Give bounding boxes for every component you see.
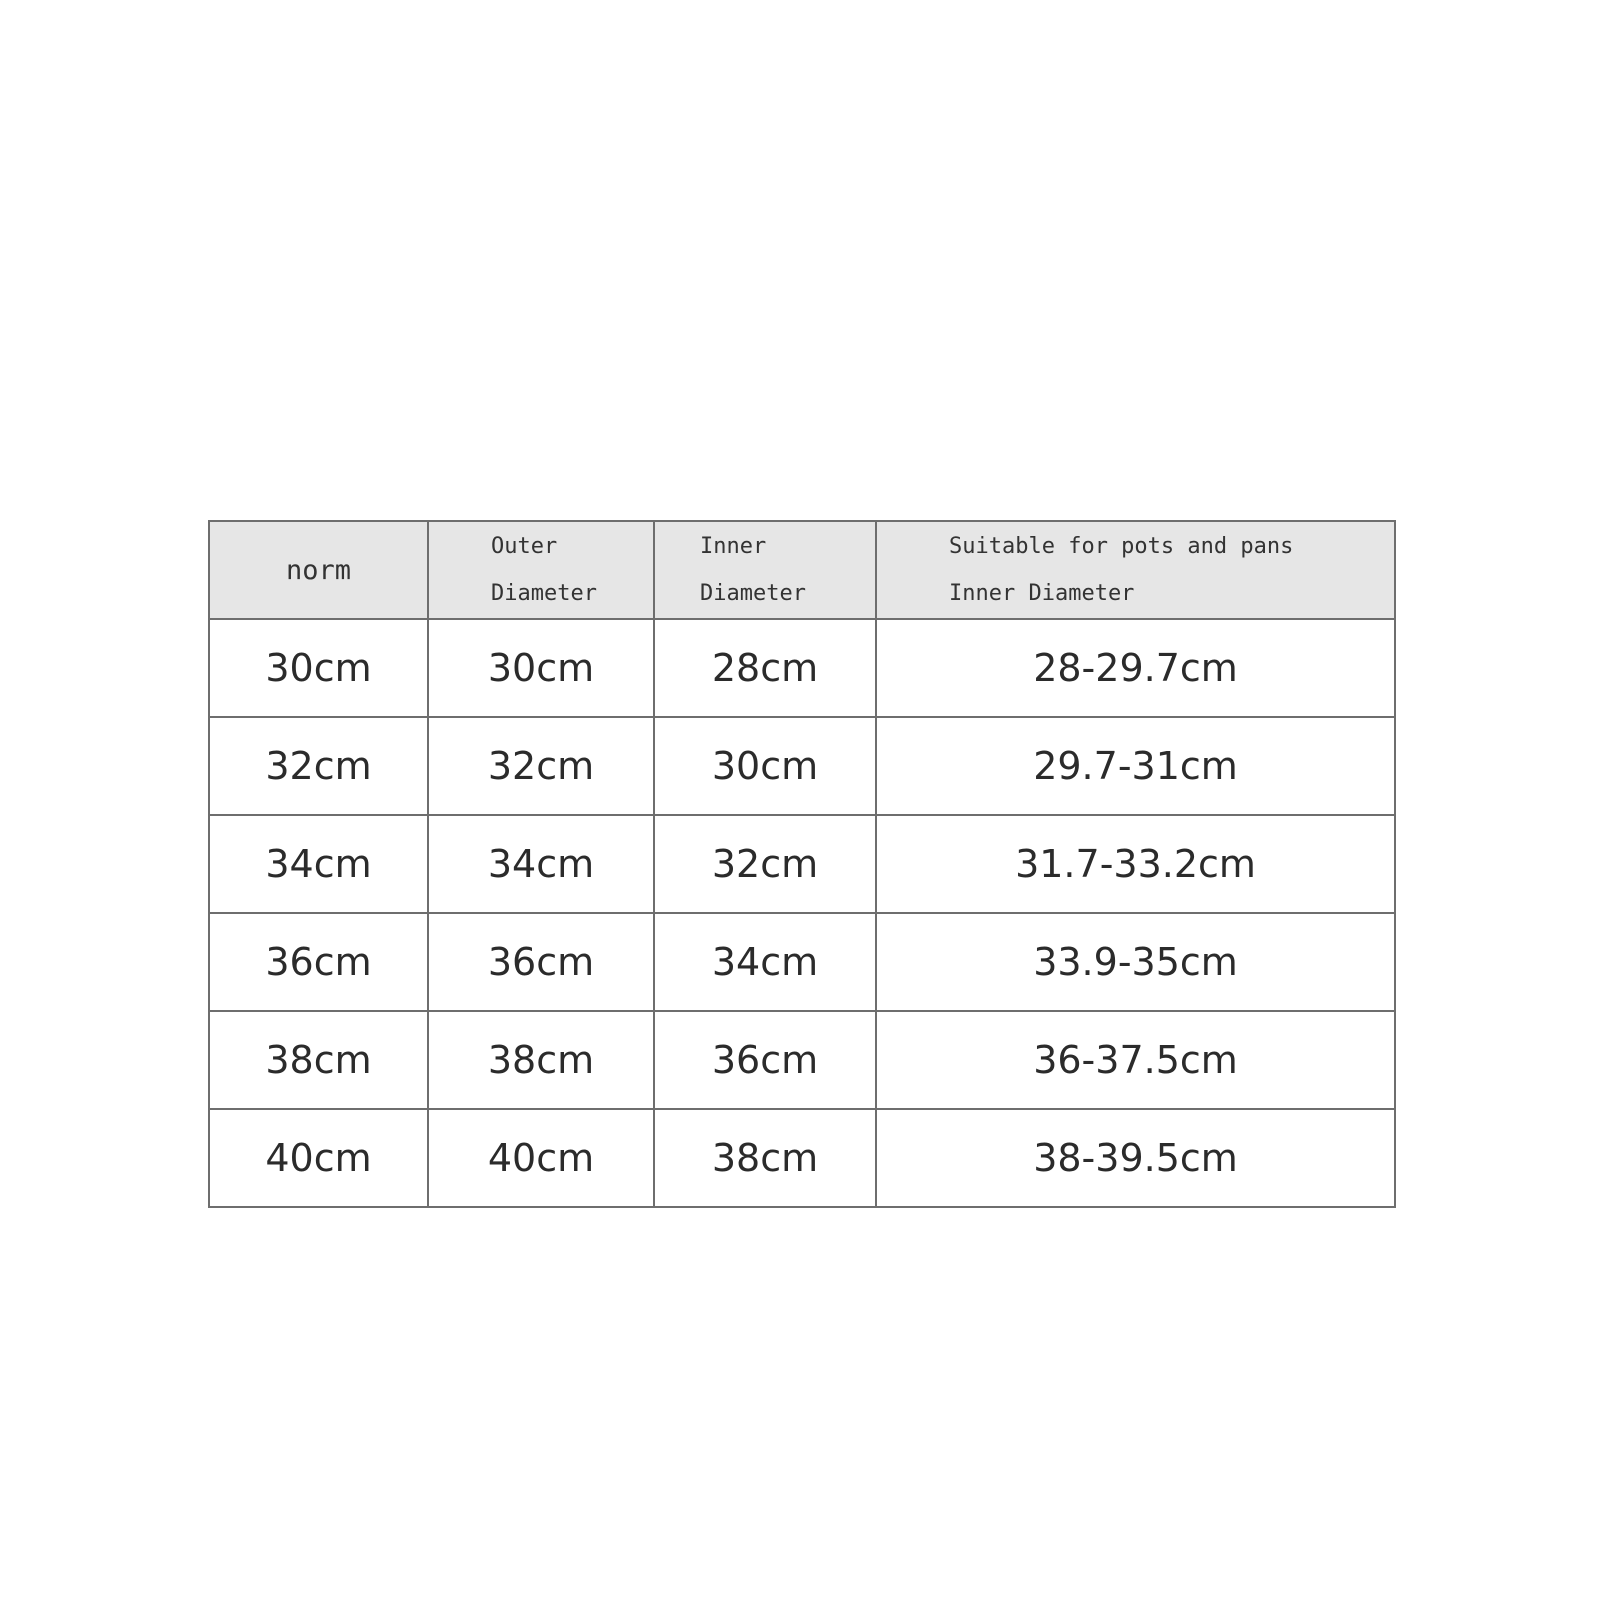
size-table [208,520,1396,1208]
cell-outer-diameter: 34cm [428,815,654,913]
table-row [209,619,1395,717]
cell-suitable-range: 29.7-31cm [876,717,1395,815]
cell-outer-diameter: 30cm [428,619,654,717]
cell-inner-diameter: 38cm [654,1109,876,1207]
table-row [209,815,1395,913]
header-suitable-line-2: Inner Diameter [949,581,1135,606]
table-row [209,717,1395,815]
header-outer-diameter [428,521,654,619]
header-suitable-inner-diameter [876,521,1395,619]
table-row [209,1011,1395,1109]
table-header [209,521,1395,619]
cell-norm: 34cm [209,815,428,913]
header-norm-label: norm [285,554,352,586]
cell-outer-diameter: 36cm [428,913,654,1011]
cell-outer-diameter: 38cm [428,1011,654,1109]
cell-inner-diameter: 34cm [654,913,876,1011]
header-outer-line-2: Diameter [491,581,597,606]
header-inner-line-2: Diameter [700,581,806,606]
cell-suitable-range: 36-37.5cm [876,1011,1395,1109]
cell-norm: 32cm [209,717,428,815]
cell-suitable-range: 31.7-33.2cm [876,815,1395,913]
cell-suitable-range: 38-39.5cm [876,1109,1395,1207]
header-outer-line-1: Outer [491,534,558,559]
cell-norm: 30cm [209,619,428,717]
cell-outer-diameter: 40cm [428,1109,654,1207]
header-suitable-line-1: Suitable for pots and pans [949,534,1294,559]
cell-inner-diameter: 28cm [654,619,876,717]
table-row [209,1109,1395,1207]
cell-inner-diameter: 36cm [654,1011,876,1109]
cell-suitable-range: 28-29.7cm [876,619,1395,717]
table-row [209,913,1395,1011]
header-inner-diameter [654,521,876,619]
cell-outer-diameter: 32cm [428,717,654,815]
header-inner-line-1: Inner [700,534,767,559]
cell-inner-diameter: 30cm [654,717,876,815]
table-body [209,619,1395,1207]
cell-norm: 40cm [209,1109,428,1207]
cell-norm: 38cm [209,1011,428,1109]
cell-inner-diameter: 32cm [654,815,876,913]
cell-norm: 36cm [209,913,428,1011]
header-row [209,521,1395,619]
cell-suitable-range: 33.9-35cm [876,913,1395,1011]
header-norm [209,521,428,619]
